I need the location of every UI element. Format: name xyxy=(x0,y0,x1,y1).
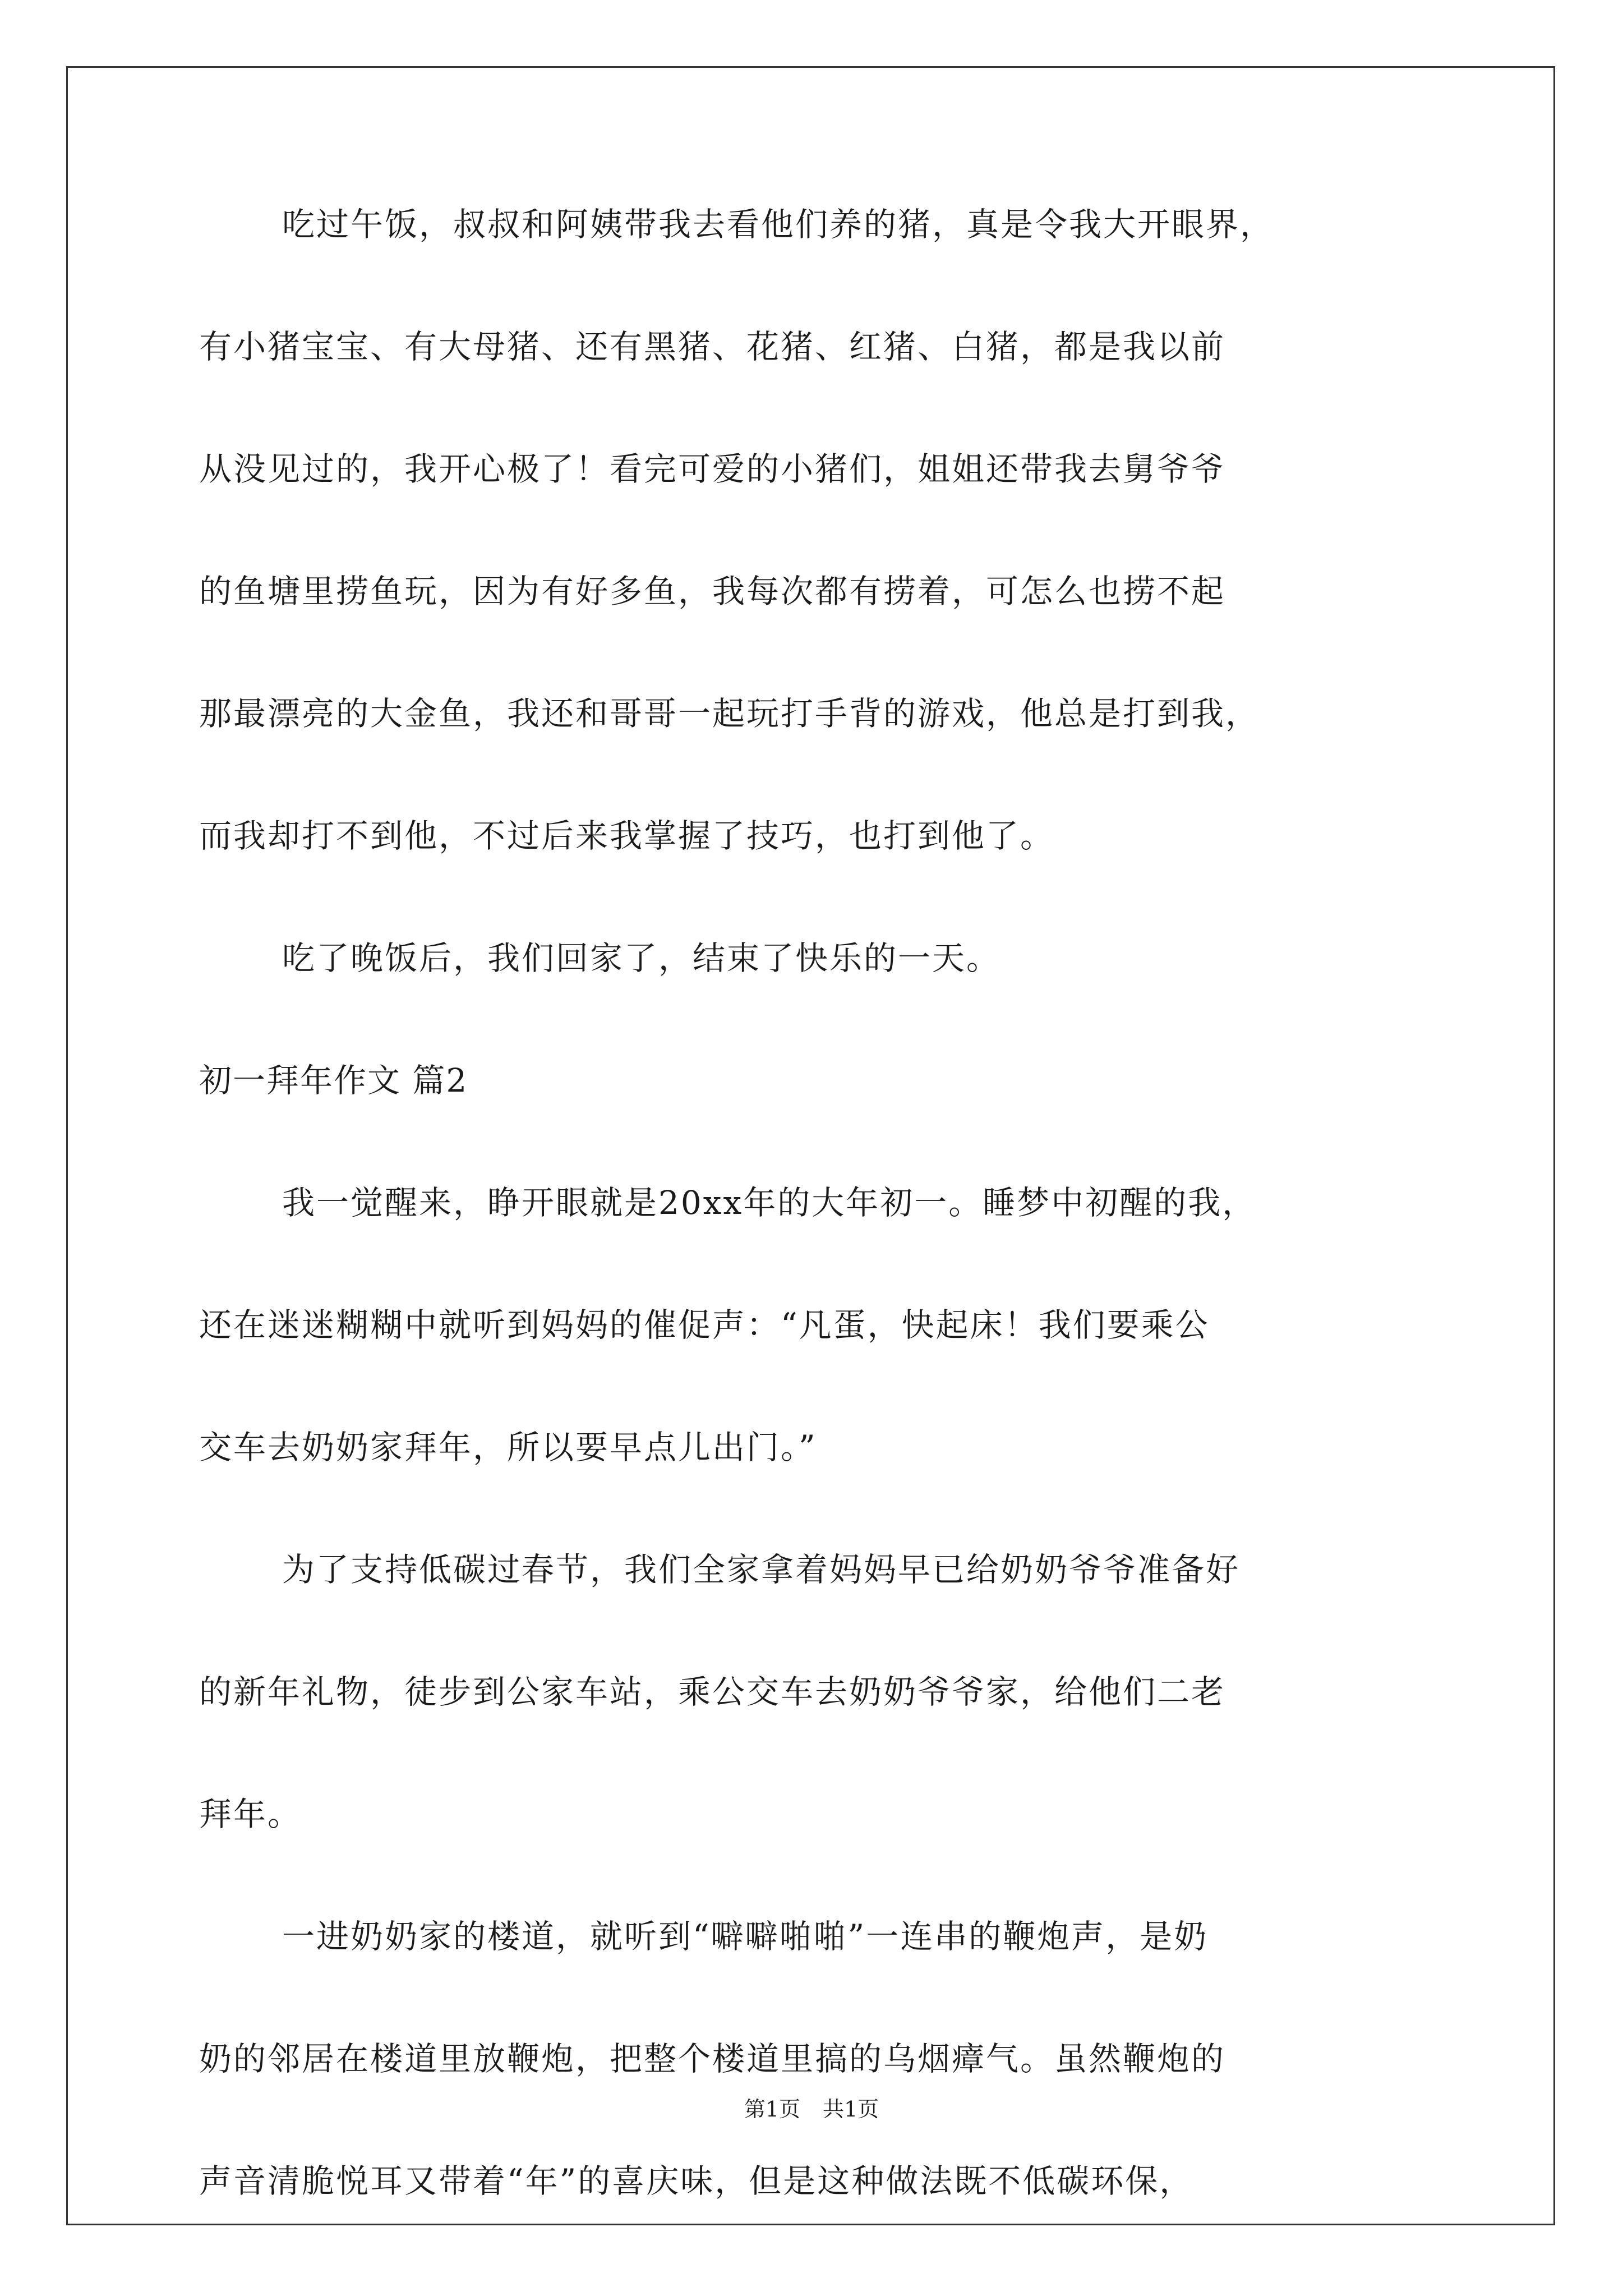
paragraph-line: 吃过午饭，叔叔和阿姨带我去看他们养的猪，真是令我大开眼界， xyxy=(282,205,1275,243)
paragraph-line: 声音清脆悦耳又带着“年”的喜庆味，但是这种做法既不低碳环保， xyxy=(199,2162,1194,2200)
paragraph-line: 那最漂亮的大金鱼，我还和哥哥一起玩打手背的游戏，他总是打到我， xyxy=(199,694,1260,733)
paragraph-line: 为了支持低碳过春节，我们全家拿着妈妈早已给奶奶爷爷准备好 xyxy=(282,1550,1241,1589)
section-heading: 初一拜年作文 篇2 xyxy=(199,1061,468,1099)
paragraph-line: 拜年。 xyxy=(199,1795,302,1833)
paragraph-line: 有小猪宝宝、有大母猪、还有黑猪、花猪、红猪、白猪，都是我以前 xyxy=(199,328,1226,366)
paragraph-line: 从没见过的，我开心极了！看完可爱的小猪们，姐姐还带我去舅爷爷 xyxy=(199,450,1226,488)
document-body xyxy=(199,204,1427,2283)
paragraph-line: 而我却打不到他，不过后来我掌握了技巧，也打到他了。 xyxy=(199,817,1055,855)
paragraph-line: 交车去奶奶家拜年，所以要早点儿出门。” xyxy=(199,1428,817,1466)
page-number: 第1页 xyxy=(744,2097,800,2122)
paragraph-line: 奶的邻居在楼道里放鞭炮，把整个楼道里搞的乌烟瘴气。虽然鞭炮的 xyxy=(199,2040,1226,2078)
paragraph-line: 还在迷迷糊糊中就听到妈妈的催促声：“凡蛋，快起床！我们要乘公 xyxy=(199,1306,1210,1344)
paragraph-line: 吃了晚饭后，我们回家了，结束了快乐的一天。 xyxy=(282,939,1001,977)
page-total: 共1页 xyxy=(823,2097,879,2122)
paragraph-line: 的新年礼物，徒步到公家车站，乘公交车去奶奶爷爷家，给他们二老 xyxy=(199,1673,1226,1711)
paragraph-line: 一进奶奶家的楼道，就听到“噼噼啪啪”一连串的鞭炮声，是奶 xyxy=(282,1917,1209,1955)
page-footer xyxy=(0,2096,1623,2123)
paragraph-line: 我一觉醒来，睁开眼就是20xx年的大年初一。睡梦中初醒的我， xyxy=(282,1184,1257,1222)
paragraph-line: 的鱼塘里捞鱼玩，因为有好多鱼，我每次都有捞着，可怎么也捞不起 xyxy=(199,572,1226,610)
